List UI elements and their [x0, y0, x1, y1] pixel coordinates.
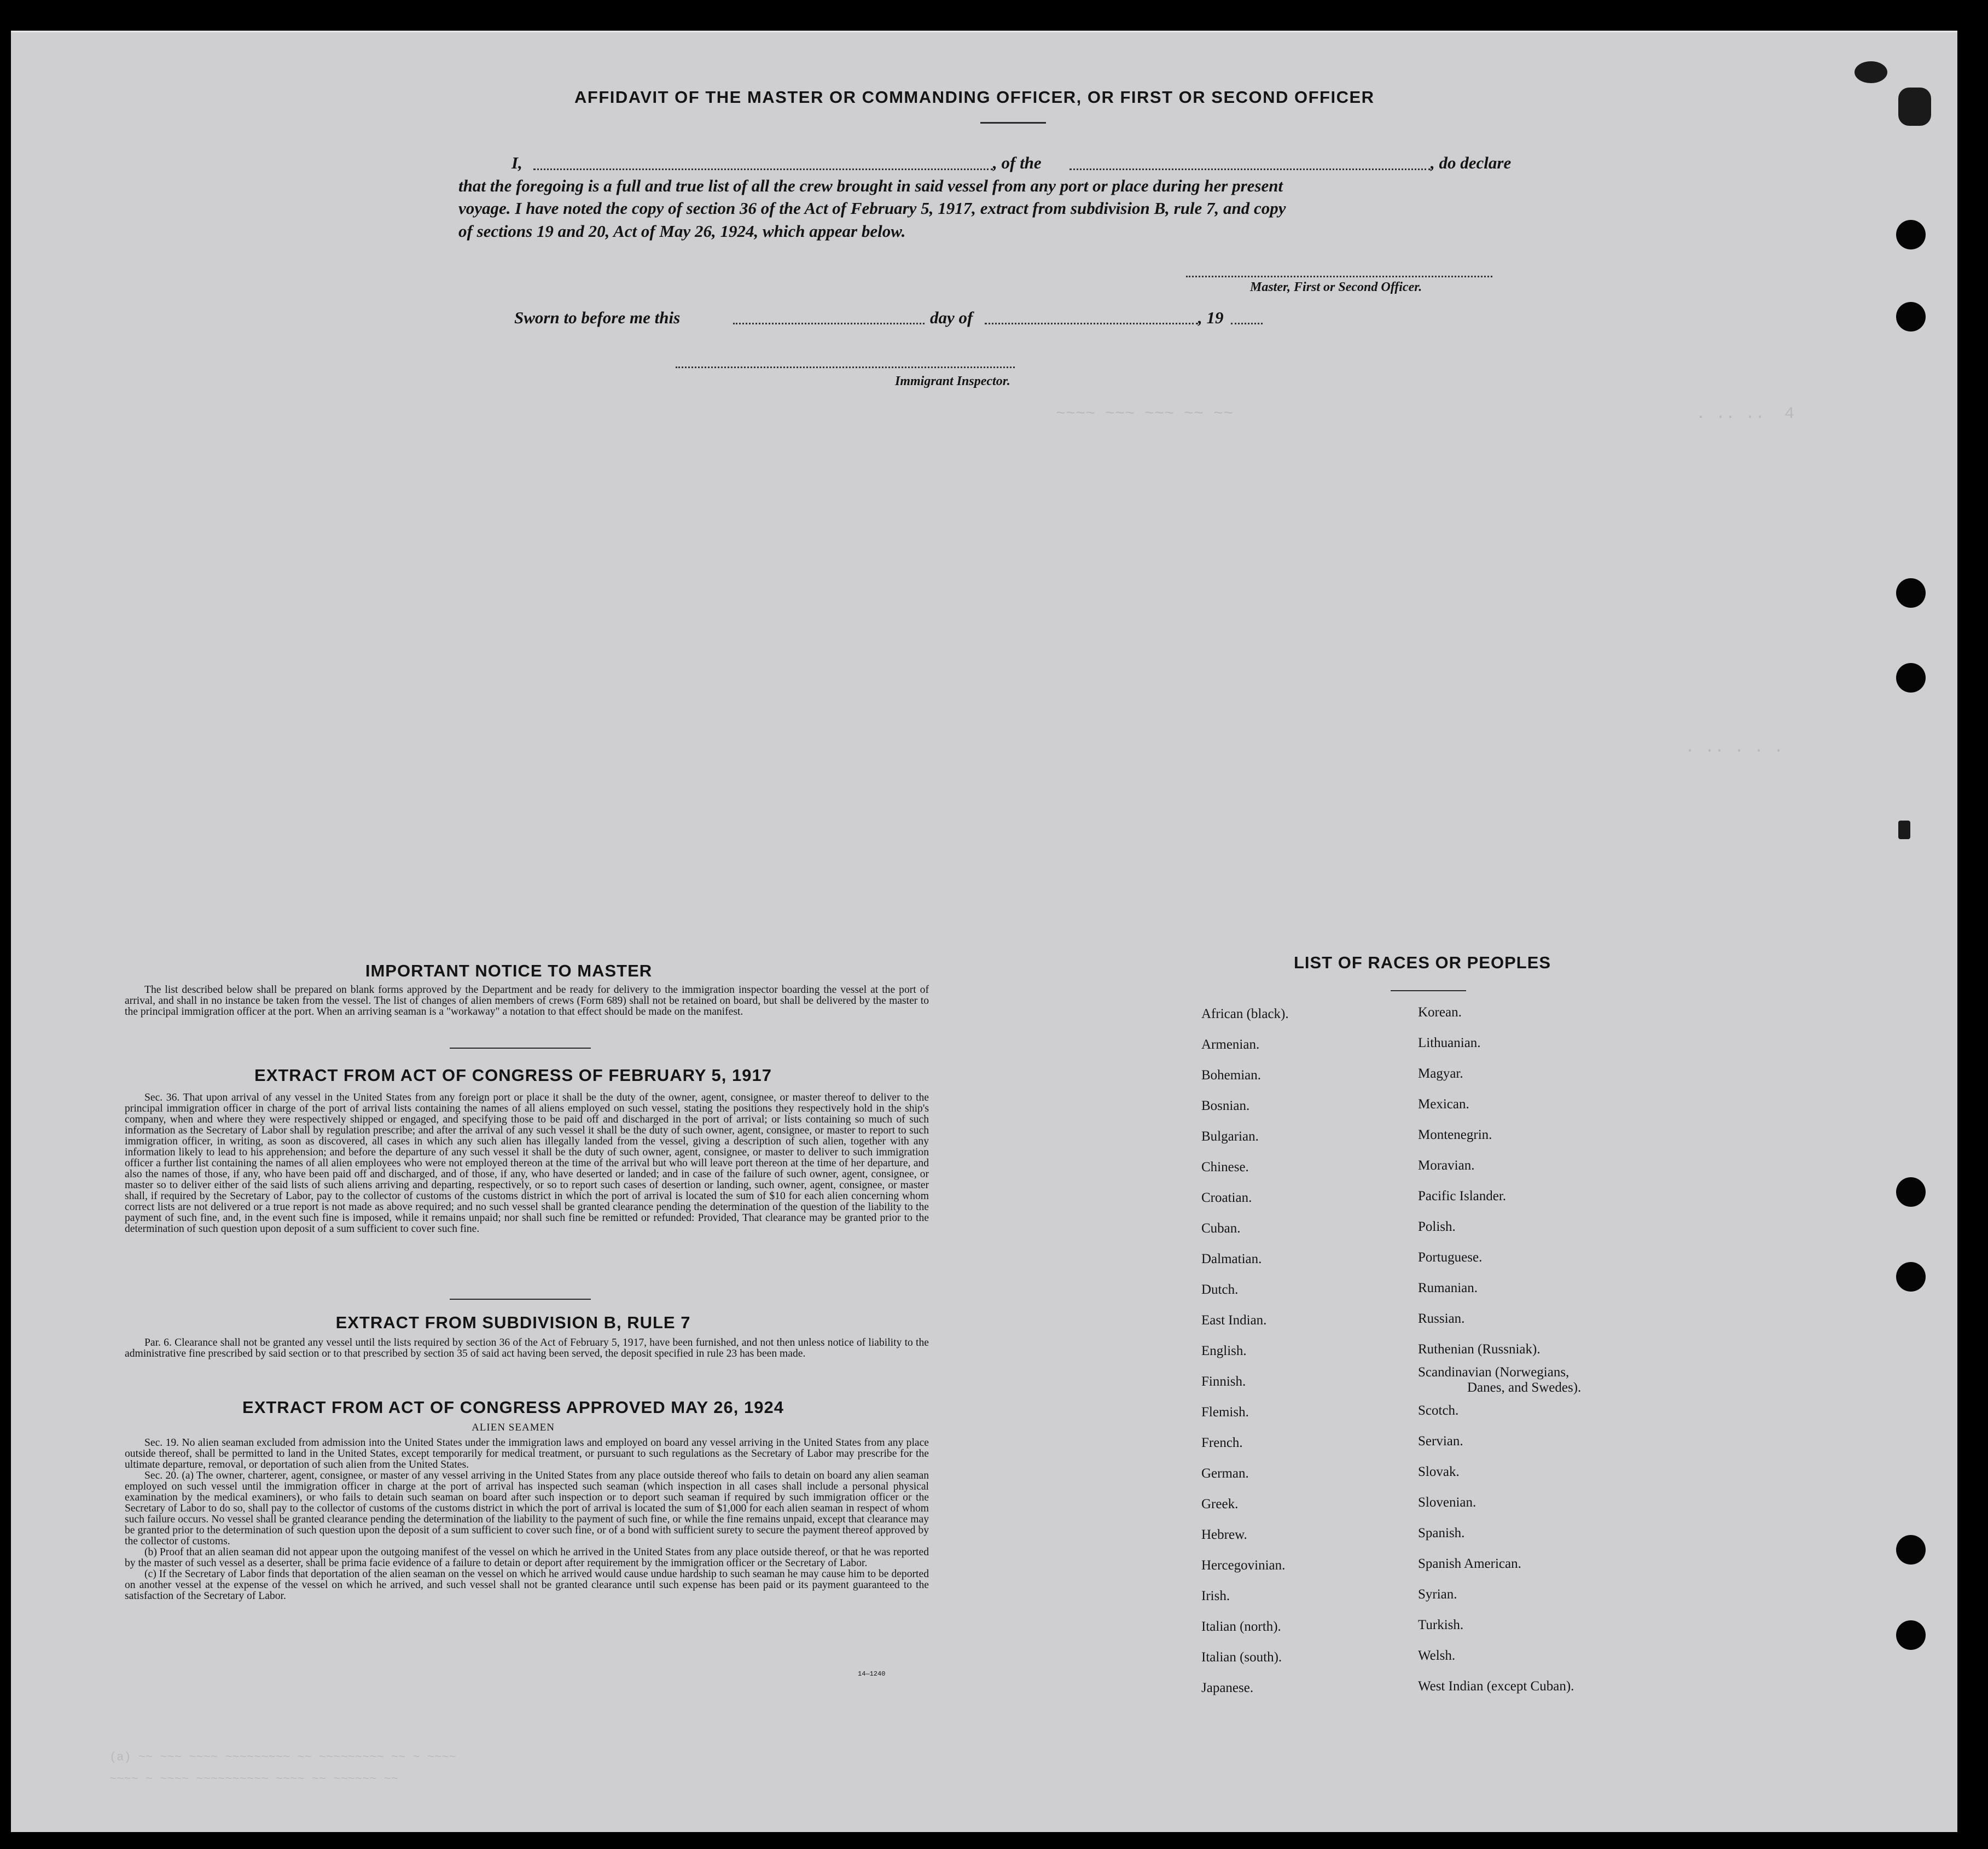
paragraph-6: Par. 6. Clearance shall not be granted any vessel until the lists required by section 36 of the Act of February 5, 1917, have been furnished, and not then unless notice of liability to the administrative fine prescribed by said section or to that prescribed by section 35 of said act having been served, the deposit specified in rule 23 has been made. [125, 1337, 929, 1359]
binder-hole [1896, 302, 1926, 332]
affidavit-declare: , do declare [1431, 153, 1512, 172]
binder-hole [1896, 1535, 1926, 1565]
affidavit-title: AFFIDAVIT OF THE MASTER OR COMMANDING OFFICER, OR FIRST OR SECOND OFFICER [574, 88, 1375, 107]
race-item: Chinese. [1201, 1160, 1249, 1174]
race-item: Cuban. [1201, 1221, 1241, 1236]
affidavit-of-the: , of the [993, 153, 1042, 172]
sworn-day-field[interactable] [733, 323, 925, 324]
bleed-through: . .. .. 4 [1696, 405, 1795, 423]
master-label: Master, First or Second Officer. [1250, 280, 1422, 294]
divider [450, 1048, 591, 1049]
race-item: German. [1201, 1466, 1249, 1481]
sworn-month-field[interactable] [985, 323, 1198, 324]
race-item: Portuguese. [1418, 1250, 1483, 1265]
race-item: African (black). [1201, 1007, 1289, 1021]
race-item: Finnish. [1201, 1374, 1246, 1389]
sworn-prefix: Sworn to before me this [514, 308, 681, 327]
sworn-year: , 19 [1198, 308, 1224, 327]
section-20b: (b) Proof that an alien seaman did not appear upon the outgoing manifest of the vessel on which he arrived in the United States from any place outside thereof, or that he was reported by the master of such vessel as a deserter, shall be prima facie evidence of a failure to detain or deport after requirement by the immigration officer or the Secretary of Labor. [125, 1546, 929, 1569]
race-item: East Indian. [1201, 1313, 1267, 1328]
ink-blot [1855, 61, 1887, 83]
bleed-through: ~~~~ ~~~ ~~~ ~~ ~~ [1056, 405, 1234, 423]
race-item: Mexican. [1418, 1097, 1469, 1112]
race-item: Scandinavian (Norwegians, [1418, 1365, 1570, 1380]
affidavit-line-2: that the foregoing is a full and true list of all the crew brought in said vessel from any port or place during her present [458, 176, 1283, 195]
race-item: Montenegrin. [1418, 1127, 1492, 1142]
race-item: Flemish. [1201, 1405, 1249, 1420]
notice-text [125, 985, 929, 1017]
name-field[interactable] [533, 168, 993, 170]
race-item: Polish. [1418, 1219, 1456, 1234]
race-item: Korean. [1418, 1005, 1462, 1020]
extract-rule7-title: EXTRACT FROM SUBDIVISION B, RULE 7 [335, 1313, 691, 1332]
race-item: Japanese. [1201, 1681, 1254, 1695]
divider [450, 1299, 591, 1300]
race-item: Russian. [1418, 1311, 1465, 1326]
binder-hole [1896, 220, 1926, 249]
title-underline [980, 122, 1046, 124]
alien-seamen-subtitle: ALIEN SEAMEN [472, 1422, 555, 1433]
race-item: Slovenian. [1418, 1495, 1477, 1510]
race-item: Scotch. [1418, 1403, 1459, 1418]
race-item: Italian (south). [1201, 1650, 1282, 1665]
extract-1917-title: EXTRACT FROM ACT OF CONGRESS OF FEBRUARY 5, 1917 [254, 1066, 772, 1085]
race-item: Syrian. [1418, 1587, 1457, 1602]
binder-hole [1896, 663, 1926, 693]
form-number: 14—1240 [858, 1670, 886, 1678]
race-item: Hebrew. [1201, 1527, 1247, 1542]
extract-1924-title: EXTRACT FROM ACT OF CONGRESS APPROVED MAY 26, 1924 [242, 1398, 784, 1417]
race-item: Spanish American. [1418, 1556, 1521, 1571]
race-item: Moravian. [1418, 1158, 1475, 1173]
section-19: Sec. 19. No alien seaman excluded from admission into the United States under the immigration laws and employed on board any vessel arriving in the United States from any place outside thereof, shall be permitted to land in the United States, except temporarily for medical treatment, or pursuant to such regulations as the Secretary of Labor may prescribe for the ultimate departure, removal, or deportation of such alien from the United States. [125, 1437, 929, 1470]
binder-hole [1896, 1177, 1926, 1207]
race-item: Italian (north). [1201, 1619, 1281, 1634]
race-item: West Indian (except Cuban). [1418, 1679, 1574, 1694]
binder-hole [1896, 578, 1926, 608]
notice-paragraph: The list described below shall be prepared on blank forms approved by the Department and be ready for delivery to the immigration inspector boarding the vessel at the port of arrival, and shall in no instance be taken from the vessel. The list of changes of alien members of crews (Form 689) shall not be retained on board, but shall be delivered by the master to the principal immigration officer at the port. When an arriving seaman is a "workaway" a notation to that effect should be made on the manifest. [125, 984, 929, 1017]
race-item: Welsh. [1418, 1648, 1456, 1663]
notice-title: IMPORTANT NOTICE TO MASTER [365, 961, 653, 980]
race-item: Slovak. [1418, 1464, 1460, 1479]
race-item: Dutch. [1201, 1282, 1239, 1297]
race-item: Ruthenian (Russniak). [1418, 1342, 1541, 1357]
race-item: Bulgarian. [1201, 1129, 1259, 1144]
race-item: Spanish. [1418, 1526, 1465, 1540]
race-item-continuation: Danes, and Swedes). [1467, 1380, 1582, 1395]
race-item: Pacific Islander. [1418, 1189, 1507, 1203]
extract-rule7-text [125, 1338, 929, 1359]
extract-1924-text [125, 1438, 929, 1602]
race-item: Croatian. [1201, 1190, 1252, 1205]
ink-blot [1898, 88, 1931, 126]
master-signature-field[interactable] [1186, 276, 1492, 277]
affidavit-line-4: of sections 19 and 20, Act of May 26, 1924, which appear below. [458, 222, 906, 241]
race-item: Bosnian. [1201, 1098, 1250, 1113]
race-item: Lithuanian. [1418, 1036, 1481, 1050]
inspector-label: Immigrant Inspector. [895, 374, 1010, 388]
race-item: Magyar. [1418, 1066, 1463, 1081]
extract-1917-text [125, 1092, 929, 1235]
ink-blot [1898, 821, 1910, 839]
race-item: Hercegovinian. [1201, 1558, 1286, 1573]
bleed-through: ~~~~ ~ ~~~~ ~~~~~~~~~~ ~~~~ ~~ ~~~~~~ ~~ [109, 1772, 399, 1786]
affidavit-line-3: voyage. I have noted the copy of section 36 of the Act of February 5, 1917, extract from subdivision B, rule 7, and copy [458, 199, 1286, 218]
section-20c: (c) If the Secretary of Labor finds that deportation of the alien seaman on the vessel on which he arrived would cause undue hardship to such seaman he may cause him to be deported on another vessel at the expense of the vessel on which he arrived, and such vessel shall not be granted clearance until such expense has been paid or its payment guaranteed to the satisfaction of the Secretary of Labor. [125, 1568, 929, 1602]
race-item: Irish. [1201, 1589, 1230, 1603]
sworn-year-field[interactable] [1231, 323, 1263, 324]
race-item: Dalmatian. [1201, 1252, 1262, 1266]
race-item: Bohemian. [1201, 1068, 1262, 1083]
section-20a: Sec. 20. (a) The owner, charterer, agent, consignee, or master of any vessel arriving in the United States from any place outside thereof who fails to detain on board any alien seaman employed on such vessel until the immigration officer in charge at the port of arrival has inspected such seaman (which inspection in all cases shall include a personal physical examination by the medical examiners), or who fails to detain such seaman on board after such inspection or to deport such seaman if required by such immigration officer or the Secretary of Labor to do so, shall pay to the collector of customs of the customs district in which the port of arrival is located the sum of $1,000 for each alien seaman in respect of whom such failure occurs. No vessel shall be granted clearance pending the determination of the liability to the payment of such fine, or while the fine remains unpaid, except that clearance may be granted prior to the determination of such question upon the deposit of a sum sufficient to cover such fine, or of a bond with sufficient surety to secure the payment thereof approved by the collector of customs. [125, 1470, 929, 1547]
race-item: Servian. [1418, 1434, 1463, 1449]
race-item: Rumanian. [1418, 1281, 1478, 1295]
race-item: Greek. [1201, 1497, 1239, 1511]
bleed-through: . .. . . . [1685, 739, 1784, 757]
binder-hole [1896, 1262, 1926, 1292]
races-underline [1391, 990, 1466, 991]
race-item: Turkish. [1418, 1618, 1464, 1632]
race-item: French. [1201, 1435, 1243, 1450]
binder-hole [1896, 1620, 1926, 1650]
section-36: Sec. 36. That upon arrival of any vessel in the United States from any foreign port or place it shall be the duty of the owner, agent, consignee, or master thereof to deliver to the principal immigration officer in charge of the port of arrival lists containing the names of all aliens employed on such vessel, stating the positions they respectively hold in the ship's company, when and where they were respectively shipped or engaged, and specifying those to be paid off and discharged in the port of arrival; or lists containing so much of such information as the Secretary of Labor shall by regulation prescribe; and after the arrival of any such vessel it shall be the duty of such owner, agent, consignee, or master to report to such immigration officer, in writing, as soon as discovered, all cases in which any such alien has illegally landed from the vessel, giving a description of such alien, together with any information likely to lead to his apprehension; and before the departure of any such vessel it shall be the duty of such owner, agent, consignee, or master to deliver to such immigration officer a further list containing the names of all alien employees who were not employed thereon at the time of the arrival but who will leave port thereon at the time of her departure, and also the names of those, if any, who have been paid off and discharged, and of those, if any, who have deserted or landed; and in case of the failure of such owner, agent, consignee, or master so to deliver either of the said lists of such aliens arriving and departing, respectively, or so to report such cases of desertion or landing, such owner, agent, consignee, or master shall, if required by the Secretary of Labor, pay to the collector of customs of the customs district in which the port of arrival is located the sum of $10 for each alien concerning whom correct lists are not delivered or a true report is not made as above required; and no such vessel shall be granted clearance pending the determination of the question of the liability to the payment of such fine, and, in the event such fine is imposed, while it remains unpaid; nor shall such fine be remitted or refunded: Provided, That clearance may be granted prior to the determination of such question upon deposit of a sum sufficient to cover such fine. [125, 1092, 929, 1235]
affidavit-i: I, [511, 153, 522, 172]
sworn-day-of: day of [930, 308, 973, 327]
races-title: LIST OF RACES OR PEOPLES [1293, 953, 1551, 972]
race-item: English. [1201, 1344, 1247, 1358]
vessel-field[interactable] [1069, 168, 1431, 170]
race-item: Armenian. [1201, 1037, 1260, 1052]
bleed-through: (a) ~~ ~~~ ~~~~ ~~~~~~~~~ ~~ ~~~~~~~~~ ~~ ~ ~~~~ [109, 1751, 456, 1764]
inspector-signature-field[interactable] [676, 367, 1015, 368]
